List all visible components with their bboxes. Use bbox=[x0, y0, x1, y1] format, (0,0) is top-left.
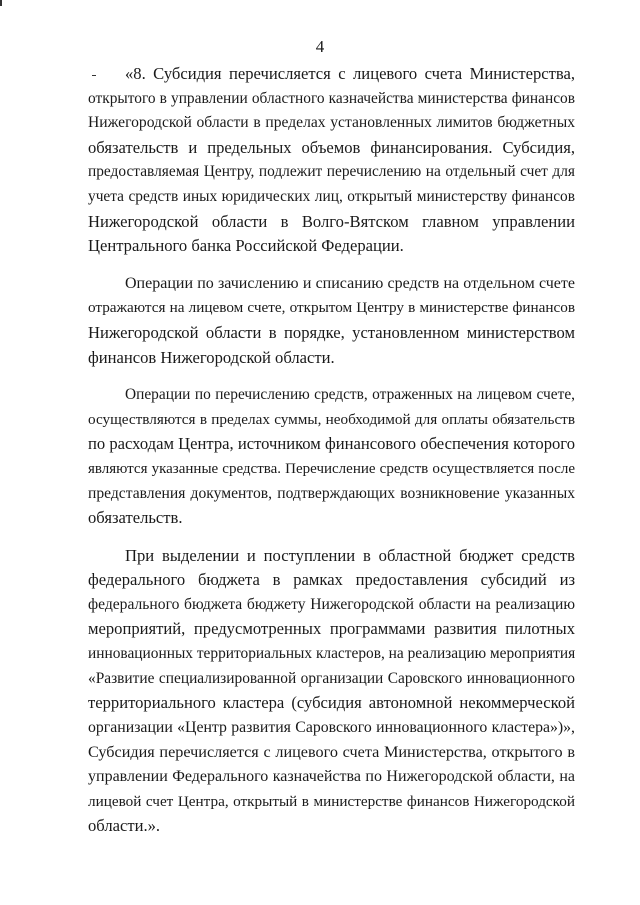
paragraph-1 bbox=[88, 62, 575, 259]
text-line: представления документов, подтверждающих возникновение указанных bbox=[88, 484, 575, 502]
text-line: лицевой счет Центра, открытый в министерстве финансов Нижегородской bbox=[88, 792, 575, 810]
text-line: предоставляемая Центру, подлежит перечислению на отдельный счет для bbox=[88, 163, 575, 181]
scan-mark bbox=[0, 0, 2, 6]
text-line: Нижегородской области в Волго-Вятском главном управлении bbox=[88, 211, 575, 231]
text-line: отражаются на лицевом счете, открытом Центру в министерстве финансов bbox=[88, 299, 575, 317]
text-line: по расходам Центра, источником финансового обеспечения которого bbox=[88, 434, 575, 454]
text-line: Субсидия перечисляется с лицевого счета Министерства, открытого в bbox=[88, 743, 575, 762]
text-line: Нижегородской области в пределах установленных лимитов бюджетных bbox=[88, 114, 575, 132]
text-line: финансов Нижегородской области. bbox=[88, 347, 335, 367]
text-line: являются указанные средства. Перечисление средств осуществляется после bbox=[88, 460, 575, 477]
text-line: «8. Субсидия перечисляется с лицевого счета Министерства, bbox=[125, 64, 575, 83]
text-line: При выделении и поступлении в областной бюджет средств bbox=[125, 545, 575, 565]
text-line: федерального бюджета бюджету Нижегородской области на реализацию bbox=[88, 595, 575, 613]
text-line: мероприятий, предусмотренных программами развития пилотных bbox=[88, 619, 575, 639]
text-line: Операции по зачислению и списанию средств на отдельном счете bbox=[125, 274, 575, 292]
text-line: инновационных территориальных кластеров, на реализацию мероприятия bbox=[88, 645, 576, 663]
text-line: Нижегородской области в порядке, установленном министерством bbox=[88, 322, 575, 342]
text-line: Операции по перечислению средств, отраженных на лицевом счете, bbox=[125, 386, 575, 404]
text-line: обязательств и предельных объемов финансирования. Субсидия, bbox=[88, 137, 575, 157]
text-line: территориального кластера (субсидия автономной некоммерческой bbox=[88, 693, 575, 713]
document-body bbox=[88, 62, 575, 839]
paragraph-3 bbox=[88, 383, 575, 531]
paragraph-2 bbox=[88, 272, 575, 370]
text-line: управлении Федерального казначейства по Нижегородской области, на bbox=[88, 768, 575, 786]
paragraph-4 bbox=[88, 544, 575, 839]
text-line: учета средств иных юридических лиц, открытый министерству финансов bbox=[88, 187, 575, 205]
text-line: федерального бюджета в рамках предоставления субсидий из bbox=[88, 570, 575, 590]
text-line: области.». bbox=[88, 816, 161, 836]
text-line: Центрального банка Российской Федерации. bbox=[88, 236, 404, 256]
text-line: открытого в управлении областного казначейства министерства финансов bbox=[88, 89, 575, 107]
text-line: обязательств. bbox=[88, 508, 183, 528]
page-number: 4 bbox=[315, 37, 325, 56]
text-line: осуществляются в пределах суммы, необходимой для оплаты обязательств bbox=[88, 410, 575, 428]
text-line: «Развитие специализированной организации Саровского инновационного bbox=[88, 669, 575, 687]
text-line: организации «Центр развития Саровского инновационного кластера»)», bbox=[88, 718, 575, 736]
